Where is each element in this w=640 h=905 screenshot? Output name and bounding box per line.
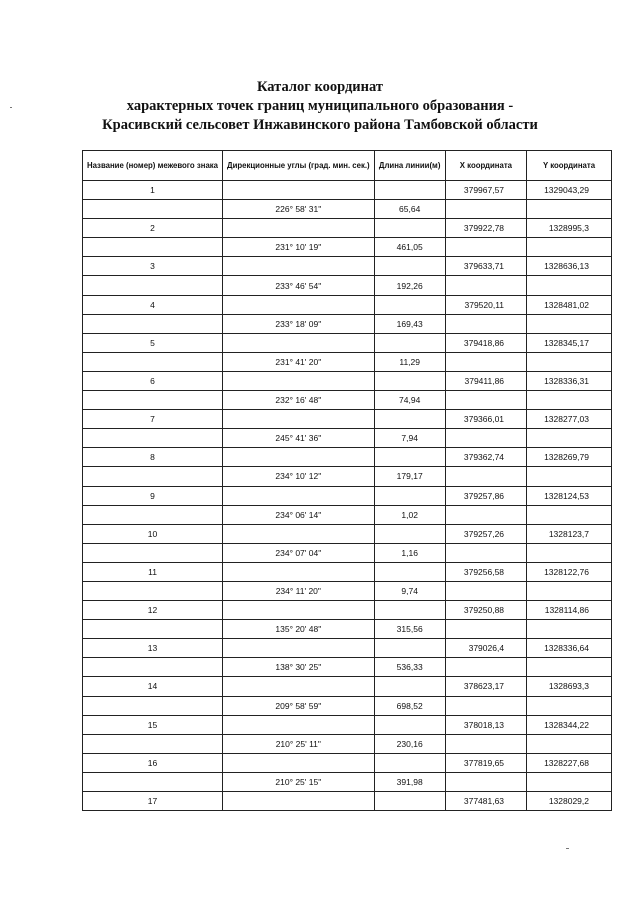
empty-cell — [374, 601, 445, 620]
empty-cell — [374, 486, 445, 505]
line-length: 74,94 — [374, 391, 445, 410]
point-name: 9 — [83, 486, 223, 505]
title-line-1: Каталог координат — [256, 79, 384, 95]
direction-angle: 135° 20' 48" — [223, 620, 375, 639]
coordinates-table — [82, 150, 612, 811]
empty-cell — [527, 391, 612, 410]
y-coordinate: 1328693,3 — [527, 677, 612, 696]
empty-cell — [83, 581, 223, 600]
empty-cell — [374, 753, 445, 772]
x-coordinate: 379257,86 — [445, 486, 526, 505]
header-direction: Дирекционные углы (град. мин. сек.) — [223, 151, 375, 181]
point-name: 14 — [83, 677, 223, 696]
empty-cell — [223, 753, 375, 772]
point-row — [83, 792, 612, 811]
empty-cell — [445, 620, 526, 639]
empty-cell — [83, 314, 223, 333]
segment-row — [83, 620, 612, 639]
segment-row — [83, 238, 612, 257]
direction-angle: 245° 41' 36" — [223, 429, 375, 448]
header-x: X координата — [445, 151, 526, 181]
direction-angle: 210° 25' 11" — [223, 734, 375, 753]
empty-cell — [445, 314, 526, 333]
empty-cell — [445, 696, 526, 715]
segment-row — [83, 581, 612, 600]
x-coordinate: 378018,13 — [445, 715, 526, 734]
empty-cell — [527, 467, 612, 486]
direction-angle: 138° 30' 25" — [223, 658, 375, 677]
empty-cell — [445, 238, 526, 257]
segment-row — [83, 429, 612, 448]
empty-cell — [527, 429, 612, 448]
point-name: 4 — [83, 295, 223, 314]
point-name: 15 — [83, 715, 223, 734]
empty-cell — [445, 200, 526, 219]
y-coordinate: 1328277,03 — [527, 410, 612, 429]
direction-angle: 234° 07' 04" — [223, 543, 375, 562]
empty-cell — [374, 792, 445, 811]
empty-cell — [223, 410, 375, 429]
segment-row — [83, 352, 612, 371]
x-coordinate: 379418,86 — [445, 333, 526, 352]
line-length: 1,16 — [374, 543, 445, 562]
empty-cell — [223, 486, 375, 505]
document-title — [0, 78, 640, 135]
empty-cell — [83, 467, 223, 486]
x-coordinate: 379520,11 — [445, 295, 526, 314]
empty-cell — [527, 543, 612, 562]
point-name: 8 — [83, 448, 223, 467]
line-length: 192,26 — [374, 276, 445, 295]
y-coordinate: 1328269,79 — [527, 448, 612, 467]
x-coordinate: 379633,71 — [445, 257, 526, 276]
direction-angle: 234° 10' 12" — [223, 467, 375, 486]
direction-angle: 232° 16' 48" — [223, 391, 375, 410]
x-coordinate: 377819,65 — [445, 753, 526, 772]
y-coordinate: 1328336,31 — [527, 371, 612, 390]
scan-speck — [566, 848, 569, 849]
x-coordinate: 379967,57 — [445, 181, 526, 200]
empty-cell — [223, 524, 375, 543]
x-coordinate: 378623,17 — [445, 677, 526, 696]
line-length: 179,17 — [374, 467, 445, 486]
point-row — [83, 562, 612, 581]
empty-cell — [445, 658, 526, 677]
y-coordinate: 1328114,86 — [527, 601, 612, 620]
empty-cell — [374, 257, 445, 276]
point-name: 7 — [83, 410, 223, 429]
line-length: 536,33 — [374, 658, 445, 677]
header-y: Y координата — [527, 151, 612, 181]
empty-cell — [223, 219, 375, 238]
direction-angle: 231° 41' 20" — [223, 352, 375, 371]
y-coordinate: 1328481,02 — [527, 295, 612, 314]
line-length: 1,02 — [374, 505, 445, 524]
empty-cell — [223, 677, 375, 696]
empty-cell — [374, 562, 445, 581]
empty-cell — [83, 238, 223, 257]
empty-cell — [445, 467, 526, 486]
segment-row — [83, 467, 612, 486]
empty-cell — [527, 200, 612, 219]
header-length: Длина линии(м) — [374, 151, 445, 181]
empty-cell — [83, 429, 223, 448]
point-row — [83, 677, 612, 696]
y-coordinate: 1328227,68 — [527, 753, 612, 772]
y-coordinate: 1328344,22 — [527, 715, 612, 734]
point-row — [83, 333, 612, 352]
scan-speck — [10, 107, 12, 108]
segment-row — [83, 505, 612, 524]
point-row — [83, 601, 612, 620]
empty-cell — [374, 371, 445, 390]
segment-row — [83, 391, 612, 410]
direction-angle: 234° 11' 20" — [223, 581, 375, 600]
y-coordinate: 1328124,53 — [527, 486, 612, 505]
point-name: 2 — [83, 219, 223, 238]
empty-cell — [83, 505, 223, 524]
empty-cell — [445, 734, 526, 753]
x-coordinate: 379026,4 — [445, 639, 526, 658]
empty-cell — [374, 295, 445, 314]
point-name: 5 — [83, 333, 223, 352]
direction-angle: 226° 58' 31" — [223, 200, 375, 219]
x-coordinate: 379922,78 — [445, 219, 526, 238]
empty-cell — [83, 352, 223, 371]
empty-cell — [223, 371, 375, 390]
empty-cell — [374, 524, 445, 543]
point-row — [83, 639, 612, 658]
empty-cell — [527, 620, 612, 639]
point-name: 10 — [83, 524, 223, 543]
empty-cell — [223, 639, 375, 658]
empty-cell — [527, 696, 612, 715]
segment-row — [83, 314, 612, 333]
segment-row — [83, 543, 612, 562]
segment-row — [83, 772, 612, 791]
point-row — [83, 486, 612, 505]
y-coordinate: 1328122,76 — [527, 562, 612, 581]
empty-cell — [374, 448, 445, 467]
empty-cell — [83, 200, 223, 219]
direction-angle: 209° 58' 59" — [223, 696, 375, 715]
empty-cell — [223, 448, 375, 467]
empty-cell — [445, 391, 526, 410]
point-row — [83, 257, 612, 276]
x-coordinate: 379411,86 — [445, 371, 526, 390]
point-row — [83, 295, 612, 314]
empty-cell — [527, 772, 612, 791]
table-body — [83, 181, 612, 811]
direction-angle: 231° 10' 19" — [223, 238, 375, 257]
x-coordinate: 379366,01 — [445, 410, 526, 429]
point-row — [83, 524, 612, 543]
point-name: 1 — [83, 181, 223, 200]
x-coordinate: 379257,26 — [445, 524, 526, 543]
empty-cell — [223, 295, 375, 314]
line-length: 9,74 — [374, 581, 445, 600]
empty-cell — [223, 562, 375, 581]
line-length: 7,94 — [374, 429, 445, 448]
segment-row — [83, 200, 612, 219]
point-row — [83, 410, 612, 429]
empty-cell — [374, 639, 445, 658]
direction-angle: 210° 25' 15" — [223, 772, 375, 791]
point-name: 17 — [83, 792, 223, 811]
point-name: 13 — [83, 639, 223, 658]
point-row — [83, 219, 612, 238]
empty-cell — [527, 658, 612, 677]
line-length: 65,64 — [374, 200, 445, 219]
empty-cell — [445, 429, 526, 448]
empty-cell — [83, 658, 223, 677]
line-length: 169,43 — [374, 314, 445, 333]
empty-cell — [445, 276, 526, 295]
empty-cell — [445, 505, 526, 524]
empty-cell — [83, 734, 223, 753]
x-coordinate: 379256,58 — [445, 562, 526, 581]
empty-cell — [374, 219, 445, 238]
segment-row — [83, 734, 612, 753]
point-name: 16 — [83, 753, 223, 772]
point-name: 11 — [83, 562, 223, 581]
empty-cell — [445, 352, 526, 371]
empty-cell — [527, 276, 612, 295]
empty-cell — [223, 333, 375, 352]
segment-row — [83, 658, 612, 677]
y-coordinate: 1328995,3 — [527, 219, 612, 238]
y-coordinate: 1328029,2 — [527, 792, 612, 811]
point-name: 3 — [83, 257, 223, 276]
empty-cell — [445, 543, 526, 562]
empty-cell — [527, 352, 612, 371]
empty-cell — [83, 543, 223, 562]
direction-angle: 233° 18' 09" — [223, 314, 375, 333]
x-coordinate: 379250,88 — [445, 601, 526, 620]
point-row — [83, 181, 612, 200]
point-row — [83, 715, 612, 734]
segment-row — [83, 696, 612, 715]
y-coordinate: 1328123,7 — [527, 524, 612, 543]
y-coordinate: 1329043,29 — [527, 181, 612, 200]
direction-angle: 234° 06' 14" — [223, 505, 375, 524]
direction-angle: 233° 46' 54" — [223, 276, 375, 295]
empty-cell — [527, 238, 612, 257]
empty-cell — [83, 772, 223, 791]
empty-cell — [374, 715, 445, 734]
table-header-row — [83, 151, 612, 181]
empty-cell — [83, 620, 223, 639]
empty-cell — [223, 257, 375, 276]
y-coordinate: 1328636,13 — [527, 257, 612, 276]
y-coordinate: 1328336,64 — [527, 639, 612, 658]
line-length: 11,29 — [374, 352, 445, 371]
empty-cell — [83, 391, 223, 410]
point-row — [83, 371, 612, 390]
empty-cell — [445, 772, 526, 791]
point-row — [83, 753, 612, 772]
empty-cell — [83, 696, 223, 715]
header-name: Название (номер) межевого знака — [83, 151, 223, 181]
y-coordinate: 1328345,17 — [527, 333, 612, 352]
empty-cell — [527, 505, 612, 524]
x-coordinate: 377481,63 — [445, 792, 526, 811]
empty-cell — [223, 601, 375, 620]
line-length: 461,05 — [374, 238, 445, 257]
point-name: 12 — [83, 601, 223, 620]
empty-cell — [374, 410, 445, 429]
title-line-2: характерных точек границ муниципального образования - — [126, 98, 514, 114]
title-line-3: Красивский сельсовет Инжавинского района Тамбовской области — [102, 117, 538, 133]
line-length: 315,56 — [374, 620, 445, 639]
empty-cell — [374, 181, 445, 200]
line-length: 391,98 — [374, 772, 445, 791]
point-name: 6 — [83, 371, 223, 390]
segment-row — [83, 276, 612, 295]
line-length: 698,52 — [374, 696, 445, 715]
empty-cell — [527, 581, 612, 600]
point-row — [83, 448, 612, 467]
empty-cell — [374, 333, 445, 352]
empty-cell — [527, 314, 612, 333]
empty-cell — [223, 181, 375, 200]
x-coordinate: 379362,74 — [445, 448, 526, 467]
empty-cell — [223, 715, 375, 734]
line-length: 230,16 — [374, 734, 445, 753]
empty-cell — [527, 734, 612, 753]
empty-cell — [83, 276, 223, 295]
empty-cell — [223, 792, 375, 811]
empty-cell — [445, 581, 526, 600]
empty-cell — [374, 677, 445, 696]
